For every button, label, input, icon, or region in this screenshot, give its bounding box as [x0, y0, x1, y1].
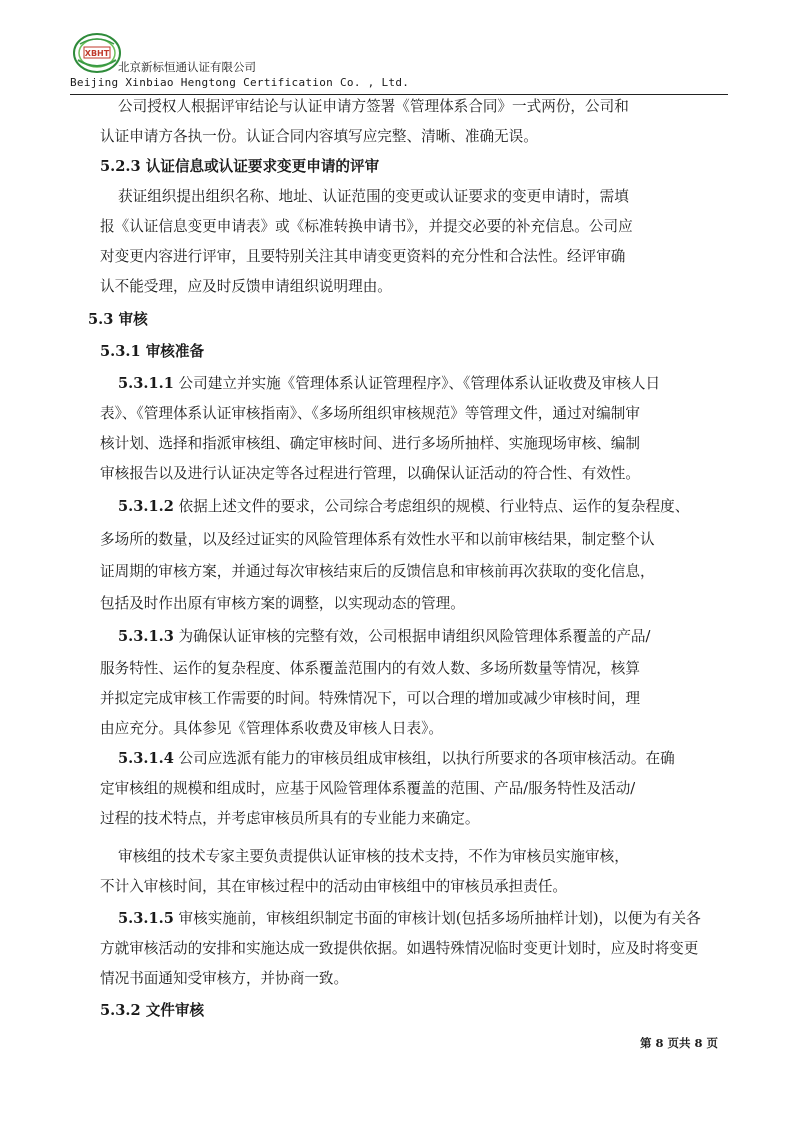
- text-line: [118, 187, 629, 207]
- page-header: [70, 32, 730, 94]
- text-segment: 为确保认证审核的完整有效，公司根据申请组织风险管理体系覆盖的产品/: [173, 628, 651, 645]
- text-line: [100, 719, 443, 739]
- text-line: [118, 627, 650, 647]
- text-segment: 依据上述文件的要求，公司综合考虑组织的规模、行业特点、运作的复杂程度、: [173, 498, 690, 515]
- text-segment: 5.3 审核: [88, 311, 148, 328]
- text-segment: 5.2.3 认证信息或认证要求变更申请的评审: [100, 158, 380, 175]
- text-segment: 多场所的数量，以及经过证实的风险管理体系有效性水平和以前审核结果，制定整个认: [100, 531, 655, 548]
- text-line: [100, 594, 465, 614]
- text-segment: 公司授权人根据评审结论与认证申请方签署《管理体系合同》一式两份，公司和: [118, 98, 629, 115]
- header-divider: [70, 94, 728, 95]
- text-segment: 由应充分。具体参见《管理体系收费及审核人日表》。: [100, 720, 443, 737]
- text-segment: 表》、《管理体系认证审核指南》、《多场所组织审核规范》等管理文件，通过对编制审: [100, 405, 640, 422]
- text-segment: 核计划、选择和指派审核组、确定审核时间、进行多场所抽样、实施现场审核、编制: [100, 435, 640, 452]
- text-segment: 过程的技术特点，并考虑审核员所具有的专业能力来确定。: [100, 810, 480, 827]
- text-line: [100, 434, 640, 454]
- text-segment: 服务特性、运作的复杂程度、体系覆盖范围内的有效人数、多场所数量等情况，核算: [100, 660, 640, 677]
- text-line: [100, 464, 640, 484]
- text-segment: 不计入审核时间，其在审核过程中的活动由审核组中的审核员承担责任。: [100, 878, 568, 895]
- clause-number: 5.3.1.5: [118, 910, 174, 927]
- text-segment: 定审核组的规模和组成时，应基于风险管理体系覆盖的范围、产品/服务特性及活动/: [100, 780, 636, 797]
- text-segment: 证周期的审核方案，并通过每次审核结束后的反馈信息和审核前再次获取的变化信息，: [100, 563, 655, 580]
- text-line: [118, 847, 629, 867]
- text-line: [118, 374, 660, 394]
- text-line: [100, 659, 640, 679]
- text-line: [118, 497, 689, 517]
- text-line: [100, 277, 392, 297]
- company-name-cn: 北京新标恒通认证有限公司: [118, 60, 256, 74]
- text-line: [100, 939, 698, 959]
- text-segment: 公司应选派有能力的审核员组成审核组，以执行所要求的各项审核活动。在确: [173, 750, 675, 767]
- text-segment: 公司建立并实施《管理体系认证管理程序》、《管理体系认证收费及审核人日: [173, 375, 661, 392]
- text-segment: 审核组的技术专家主要负责提供认证审核的技术支持，不作为审核员实施审核，: [118, 848, 629, 865]
- text-segment: 获证组织提出组织名称、地址、认证范围的变更或认证要求的变更申请时，需填: [118, 188, 629, 205]
- text-segment: 审核报告以及进行认证决定等各过程进行管理，以确保认证活动的符合性、有效性。: [100, 465, 640, 482]
- company-name-en: Beijing Xinbiao Hengtong Certification Co. , Ltd.: [70, 76, 410, 89]
- text-segment: 对变更内容进行评审，且要特别关注其申请变更资料的充分性和合法性。经评审确: [100, 248, 626, 265]
- section-heading: [100, 342, 204, 362]
- section-heading: [100, 157, 379, 177]
- text-segment: 报《认证信息变更申请表》或《标准转换申请书》，并提交必要的补充信息。公司应: [100, 218, 633, 235]
- text-line: [100, 217, 633, 237]
- section-heading: [100, 1001, 204, 1021]
- text-line: [100, 247, 625, 267]
- text-segment: 并拟定完成审核工作需要的时间。特殊情况下，可以合理的增加或减少审核时间，理: [100, 690, 640, 707]
- text-line: [100, 689, 640, 709]
- page-number: 第 8 页共 8 页: [640, 1036, 719, 1050]
- text-line: [118, 749, 675, 769]
- clause-number: 5.3.1.2: [118, 498, 174, 515]
- text-line: [100, 404, 640, 424]
- text-segment: 审核实施前，审核组织制定书面的审核计划(包括多场所抽样计划)，以便为有关各: [173, 910, 701, 927]
- text-segment: 方就审核活动的安排和实施达成一致提供依据。如遇特殊情况临时变更计划时，应及时将变更: [100, 940, 699, 957]
- clause-number: 5.3.1.1: [118, 375, 174, 392]
- text-line: [100, 530, 655, 550]
- text-segment: 情况书面通知受审核方，并协商一致。: [100, 970, 349, 987]
- text-line: [100, 877, 567, 897]
- text-line: [100, 127, 538, 147]
- text-segment: 5.3.1 审核准备: [100, 343, 205, 360]
- text-segment: 包括及时作出原有审核方案的调整，以实现动态的管理。: [100, 595, 465, 612]
- text-segment: 5.3.2 文件审核: [100, 1002, 205, 1019]
- text-line: [118, 97, 629, 117]
- text-segment: 认证申请方各执一份。认证合同内容填写应完整、清晰、准确无误。: [100, 128, 538, 145]
- text-line: [100, 809, 479, 829]
- company-logo-icon: [72, 32, 122, 74]
- text-line: [118, 909, 701, 929]
- section-heading: [88, 310, 148, 330]
- svg-text:XBHT: XBHT: [84, 49, 110, 58]
- text-segment: 认不能受理，应及时反馈申请组织说明理由。: [100, 278, 392, 295]
- text-line: [100, 969, 348, 989]
- clause-number: 5.3.1.3: [118, 628, 174, 645]
- text-line: [100, 562, 655, 582]
- clause-number: 5.3.1.4: [118, 750, 174, 767]
- text-line: [100, 779, 635, 799]
